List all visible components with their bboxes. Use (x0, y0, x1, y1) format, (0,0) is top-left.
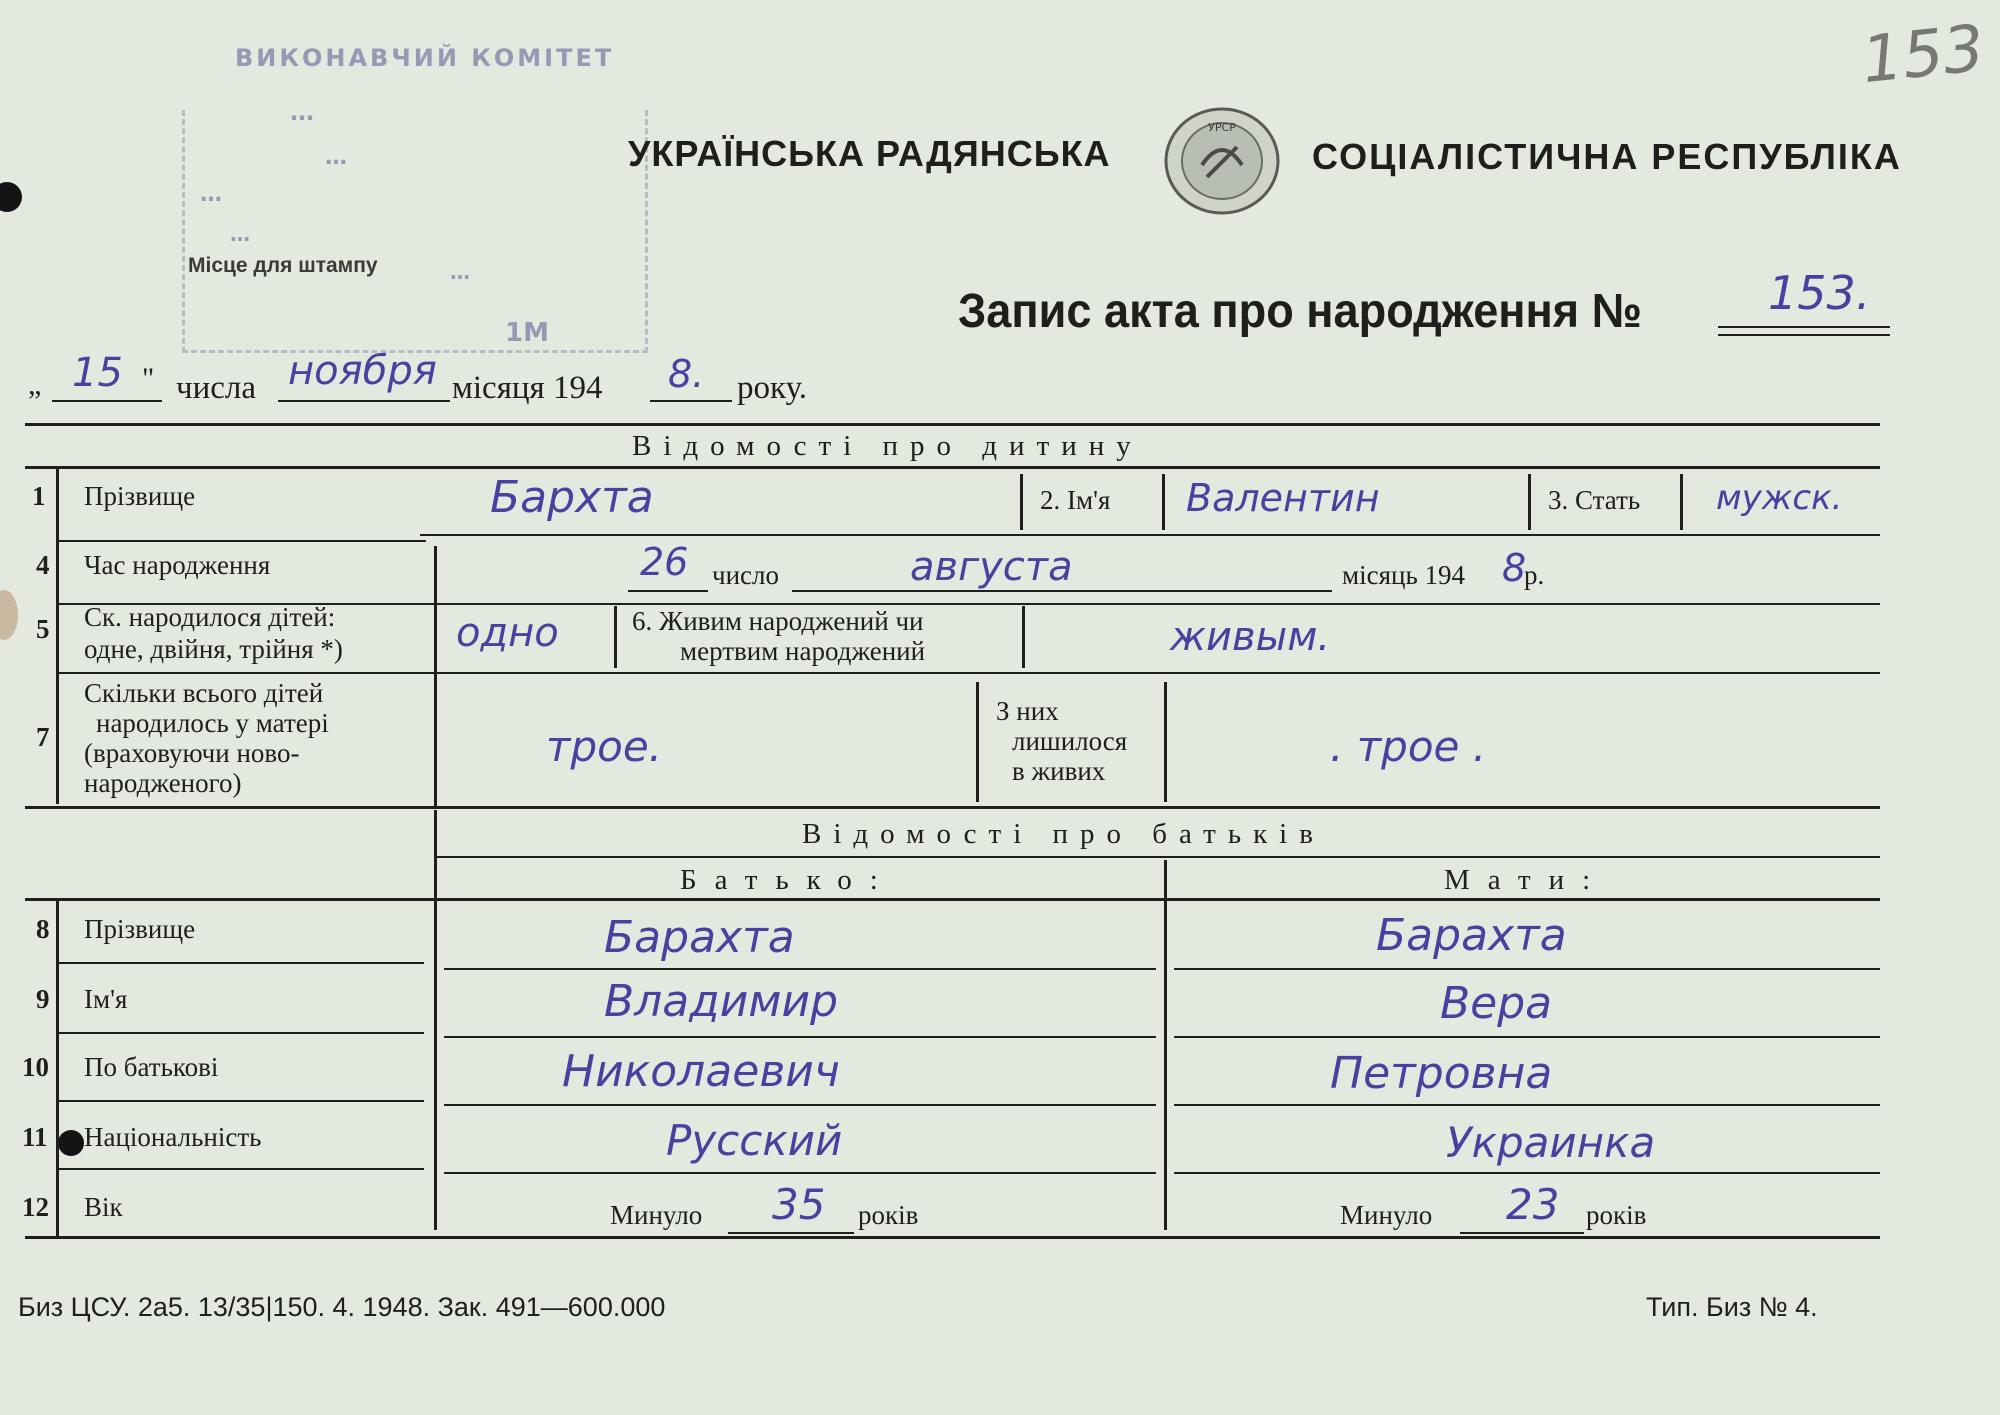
child-sex-value: мужск. (1716, 478, 1843, 518)
father-age-value: 35 (772, 1180, 826, 1229)
birth-day-label: число (712, 560, 779, 590)
label-alive-or-dead-2: мертвим народжений (680, 636, 926, 666)
emblem-text: УРСР (1208, 121, 1236, 134)
punch-hole (0, 182, 22, 212)
row-number: 9 (36, 984, 50, 1014)
living-children-value: . трое . (1330, 722, 1487, 771)
label-child-name: 2. Ім'я (1040, 485, 1111, 515)
label-children-count: Ск. народилося дітей: (84, 602, 336, 632)
label-total-children: Скільки всього дітей (84, 678, 324, 708)
label-parent-patronymic: По батькові (84, 1052, 219, 1082)
date-year-label: року. (737, 370, 808, 406)
child-surname-value: Бархта (490, 472, 654, 523)
father-patronymic-value: Николаевич (562, 1046, 840, 1097)
label-parent-surname: Прізвище (84, 914, 196, 944)
father-age-suffix: років (858, 1200, 919, 1230)
label-birth-time: Час народження (84, 550, 271, 580)
header-right: СОЦІАЛІСТИЧНА РЕСПУБЛІКА (1312, 136, 1902, 177)
label-children-count-2: одне, двійня, трійня *) (84, 634, 343, 664)
row-number: 10 (22, 1052, 49, 1082)
date-month-label: місяця 194 (452, 370, 603, 406)
row-number: 1 (32, 481, 46, 511)
father-surname-value: Бараxта (604, 912, 795, 963)
label-living-3: в живих (1012, 756, 1106, 786)
stamp-line: … (230, 222, 252, 246)
stamp-line: … (325, 145, 350, 170)
label-total-children-3: (враховуючи ново- (84, 738, 300, 768)
stamp-border (182, 110, 648, 353)
father-nationality-value: Русский (666, 1116, 843, 1165)
date-day-label: числа (176, 370, 257, 406)
label-child-sex: 3. Стать (1548, 485, 1641, 515)
birth-day-value: 26 (640, 540, 689, 584)
birth-month-value: августа (910, 544, 1073, 590)
row-number: 7 (36, 722, 50, 752)
mother-age-value: 23 (1506, 1180, 1560, 1229)
punch-hole (58, 1130, 84, 1156)
parents-section-heading: Відомості про батьків (802, 818, 1325, 850)
label-living: З них (996, 696, 1059, 726)
child-name-value: Валентин (1186, 476, 1380, 520)
date-open-quote: „ (28, 368, 42, 401)
row-number: 5 (36, 614, 50, 644)
birth-month-label: місяць 194 (1342, 560, 1466, 590)
record-title: Запис акта про народження № (958, 285, 1642, 338)
record-number: 153. (1768, 266, 1871, 320)
total-children-value: трое. (546, 722, 663, 771)
mother-surname-value: Бараxта (1376, 910, 1567, 961)
father-heading: Батько: (680, 864, 896, 896)
stamp-placeholder-label: Місце для штампу (188, 254, 378, 277)
mother-age-suffix: років (1586, 1200, 1647, 1230)
label-total-children-2: народилось у матері (96, 708, 329, 738)
alive-value: живым. (1170, 614, 1331, 660)
label-child-surname: Прізвище (84, 481, 196, 511)
row-number: 4 (36, 550, 50, 580)
label-parent-nationality: Національність (84, 1122, 262, 1152)
father-name-value: Владимир (604, 976, 839, 1027)
stamp-line: … (200, 182, 224, 207)
stamp-line: … (450, 260, 472, 284)
label-total-children-4: народженого) (84, 768, 242, 798)
label-parent-age: Вік (84, 1192, 123, 1222)
date-close-quote: " (142, 362, 155, 395)
date-day: 15 (72, 350, 123, 396)
footer-print-code: Тип. Биз № 4. (1646, 1292, 1818, 1322)
birth-year-value: 8 (1502, 546, 1527, 590)
date-year-digit: 8. (668, 352, 705, 396)
mother-heading: Мати: (1444, 864, 1609, 896)
date-month: ноября (288, 348, 437, 394)
row-number: 11 (22, 1122, 48, 1152)
mother-patronymic-value: Петровна (1330, 1048, 1553, 1099)
child-section-heading: Відомості про дитину (632, 430, 1143, 462)
row-number: 12 (22, 1192, 49, 1222)
label-alive-or-dead: 6. Живим народжений чи (632, 606, 924, 636)
emblem-icon (1162, 105, 1282, 217)
stamp-line: ВИКОНАВЧИЙ КОМІТЕТ (235, 44, 615, 72)
corner-number: 153 (1858, 11, 1988, 99)
punch-hole (0, 590, 18, 640)
label-living-2: лишилося (1012, 726, 1128, 756)
mother-name-value: Вера (1440, 978, 1553, 1029)
footer-print-info: Биз ЦСУ. 2а5. 13/35|150. 4. 1948. Зак. 491—600.000 (18, 1292, 666, 1322)
children-count-value: одно (456, 610, 559, 656)
stamp-line: … (290, 98, 317, 126)
birth-year-suffix: р. (1524, 560, 1545, 590)
row-number: 8 (36, 914, 50, 944)
mother-nationality-value: Украинка (1446, 1118, 1656, 1167)
header-left: УКРАЇНСЬКА РАДЯНСЬКА (628, 133, 1111, 174)
stamp-mark: 1М (505, 318, 549, 348)
father-age-prefix: Минуло (610, 1200, 703, 1230)
label-parent-name: Ім'я (84, 984, 128, 1014)
mother-age-prefix: Минуло (1340, 1200, 1433, 1230)
